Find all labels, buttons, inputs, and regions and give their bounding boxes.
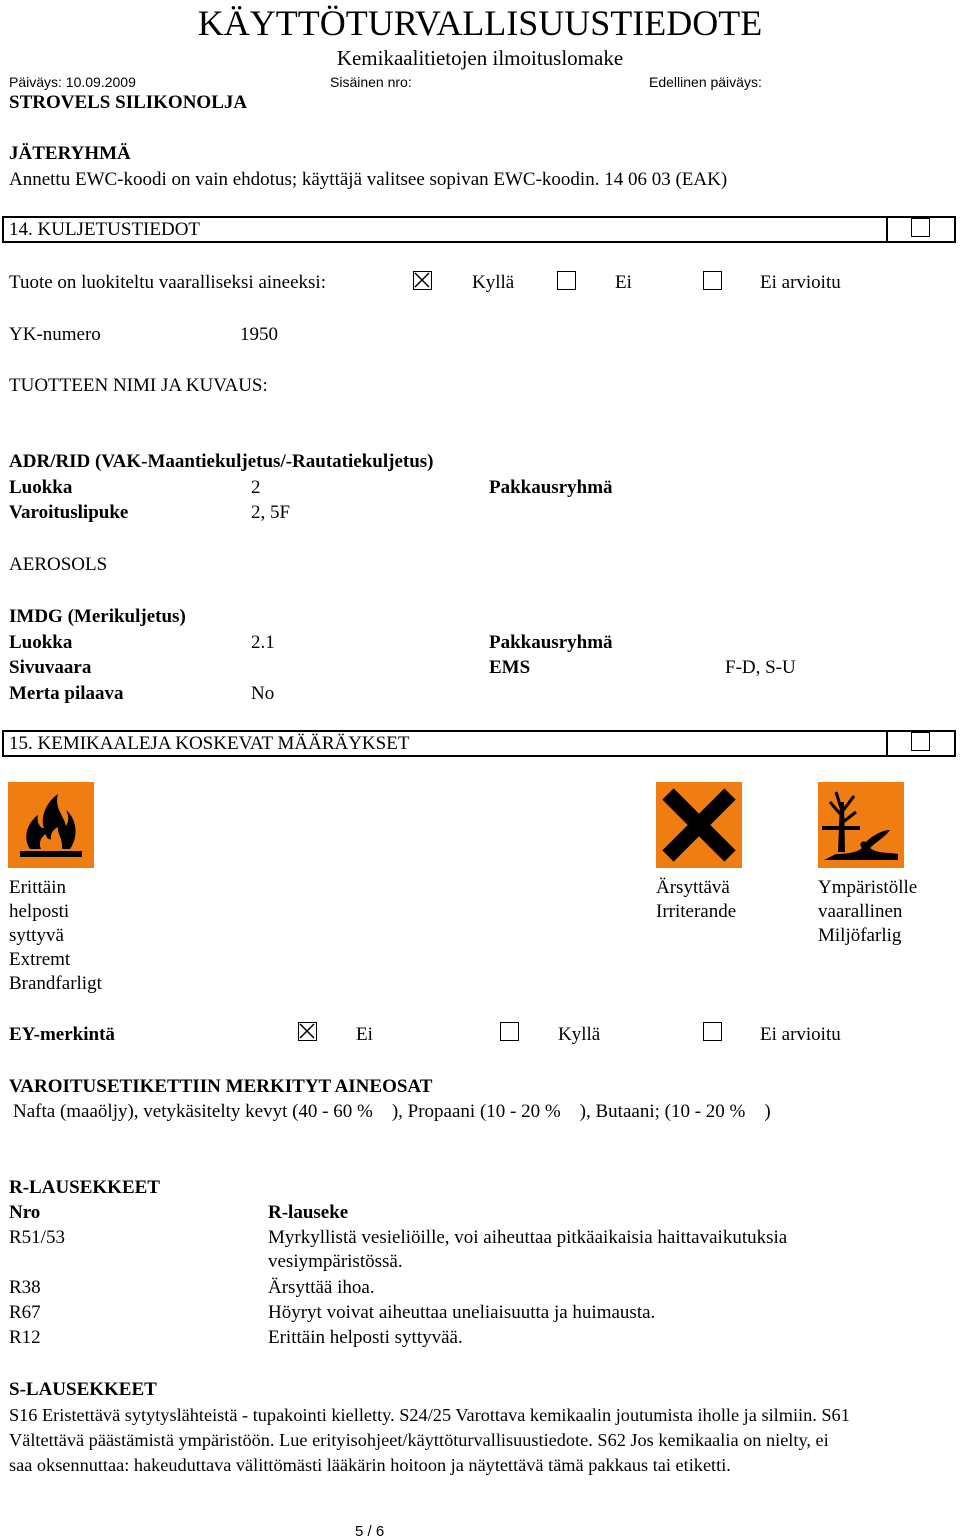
flame-caption-4: Extremt [9,949,71,970]
waste-heading: JÄTERYHMÄ [9,143,131,164]
adr-warning-value: 2, 5F [251,502,291,523]
adr-class-label: Luokka [9,477,73,498]
classified-na-checkbox[interactable] [703,271,722,290]
page-number: 5 / 6 [355,1523,385,1540]
checkmark-x-icon [299,1023,315,1039]
s-phrases-heading: S-LAUSEKKEET [9,1379,157,1400]
env-caption-3: Miljöfarlig [818,925,902,946]
r-col-phrase: R-lauseke [268,1202,349,1223]
ey-no-label: Ei [356,1024,373,1045]
adr-warning-label: Varoituslipuke [9,502,129,523]
section-14-title: 14. KULJETUSTIEDOT [9,219,201,240]
imdg-class-label: Luokka [9,632,73,653]
r-phrase-code: R51/53 [9,1227,65,1248]
cross-icon [656,782,742,868]
classified-no-label: Ei [615,272,632,293]
classified-na-label: Ei arvioitu [760,272,841,293]
product-name-label: TUOTTEEN NIMI JA KUVAUS: [9,375,268,396]
r-phrase-text: Ärsyttää ihoa. [268,1277,375,1298]
classified-yes-checkbox[interactable] [413,271,432,290]
r-phrase-text-cont: vesiympäristössä. [268,1251,403,1272]
un-number-value: 1950 [240,324,278,345]
flame-caption-1: Erittäin [9,877,66,898]
dead-tree-fish-icon [818,782,904,868]
s-phrases-line: Vältettävä päästämistä ympäristöön. Lue erityisohjeet/käyttöturvallisuustiedote. S62 Jos kemikaalia on nielty, ei [9,1430,829,1450]
r-phrase-code: R38 [9,1277,41,1298]
marine-pollutant-label: Merta pilaava [9,683,124,704]
flame-caption-2: helposti [9,901,70,922]
env-caption-2: vaarallinen [818,901,903,922]
ems-label: EMS [489,657,531,678]
checkmark-x-icon [414,272,430,288]
un-number-label: YK-numero [9,324,101,345]
ey-marking-label: EY-merkintä [9,1024,115,1045]
ingredients-text: Nafta (maaöljy), vetykäsitelty kevyt (40 - 60 % ), Propaani (10 - 20 % ), Butaani; (10 - 20 % ) [13,1101,771,1122]
product-name: STROVELS SILIKONOLJA [9,92,248,113]
flame-caption-3: syttyvä [9,925,64,946]
r-phrase-code: R67 [9,1302,41,1323]
r-phrases-heading: R-LAUSEKKEET [9,1177,160,1198]
aerosols-text: AEROSOLS [9,554,108,575]
adr-packing-group-label: Pakkausryhmä [489,477,613,498]
ey-yes-label: Kyllä [558,1024,601,1045]
ey-na-checkbox[interactable] [703,1022,722,1041]
r-phrase-text: Höyryt voivat aiheuttaa uneliaisuutta ja huimausta. [268,1302,656,1323]
adr-class-value: 2 [251,477,261,498]
s-phrases-line: S16 Eristettävä sytytyslähteistä - tupakointi kielletty. S24/25 Varottava kemikaalin joutumista iholle ja silmiin. S61 [9,1405,850,1425]
previous-date-label: Edellinen päiväys: [649,74,762,90]
ey-no-checkbox[interactable] [298,1022,317,1041]
section-15-title: 15. KEMIKAALEJA KOSKEVAT MÄÄRÄYKSET [9,733,410,754]
section-14-checkbox[interactable] [911,218,930,237]
cross-caption-1: Ärsyttävä [656,877,730,898]
flame-icon [8,782,94,868]
r-phrase-text: Erittäin helposti syttyvää. [268,1327,463,1348]
waste-text: Annettu EWC-koodi on vain ehdotus; käyttäjä valitsee sopivan EWC-koodin. 14 06 03 (EAK) [9,169,728,190]
ey-na-label: Ei arvioitu [760,1024,841,1045]
imdg-class-value: 2.1 [251,632,275,653]
flame-caption-5: Brandfarligt [9,973,102,994]
s-phrases-line: saa oksennuttaa: hakeuduttava välittömästi lääkärin hoitoon ja näytettävä tämä pakkaus tai etiketti. [9,1455,731,1475]
document-title: KÄYTTÖTURVALLISUUSTIEDOTE [197,3,763,43]
ingredients-heading: VAROITUSETIKETTIIN MERKITYT AINEOSAT [9,1076,433,1097]
classified-label: Tuote on luokiteltu vaaralliseksi aineeksi: [9,272,326,293]
sub-risk-label: Sivuvaara [9,657,92,678]
r-phrase-code: R12 [9,1327,41,1348]
marine-pollutant-value: No [251,683,275,704]
r-phrase-text: Myrkyllistä vesieliöille, voi aiheuttaa pitkäaikaisia haittavaikutuksia [268,1227,788,1248]
internal-number-label: Sisäinen nro: [330,74,412,90]
date-label: Päiväys: 10.09.2009 [9,74,136,90]
adr-heading: ADR/RID (VAK-Maantiekuljetus/-Rautatiekuljetus) [9,451,434,472]
classified-no-checkbox[interactable] [557,271,576,290]
ems-value: F-D, S-U [725,657,796,678]
classified-yes-label: Kyllä [472,272,515,293]
imdg-packing-group-label: Pakkausryhmä [489,632,613,653]
env-caption-1: Ympäristölle [818,877,918,898]
ey-yes-checkbox[interactable] [500,1022,519,1041]
r-col-number: Nro [9,1202,41,1223]
document-subtitle: Kemikaalitietojen ilmoituslomake [336,46,624,70]
cross-caption-2: Irriterande [656,901,737,922]
section-15-checkbox[interactable] [911,732,930,751]
imdg-heading: IMDG (Merikuljetus) [9,606,186,627]
